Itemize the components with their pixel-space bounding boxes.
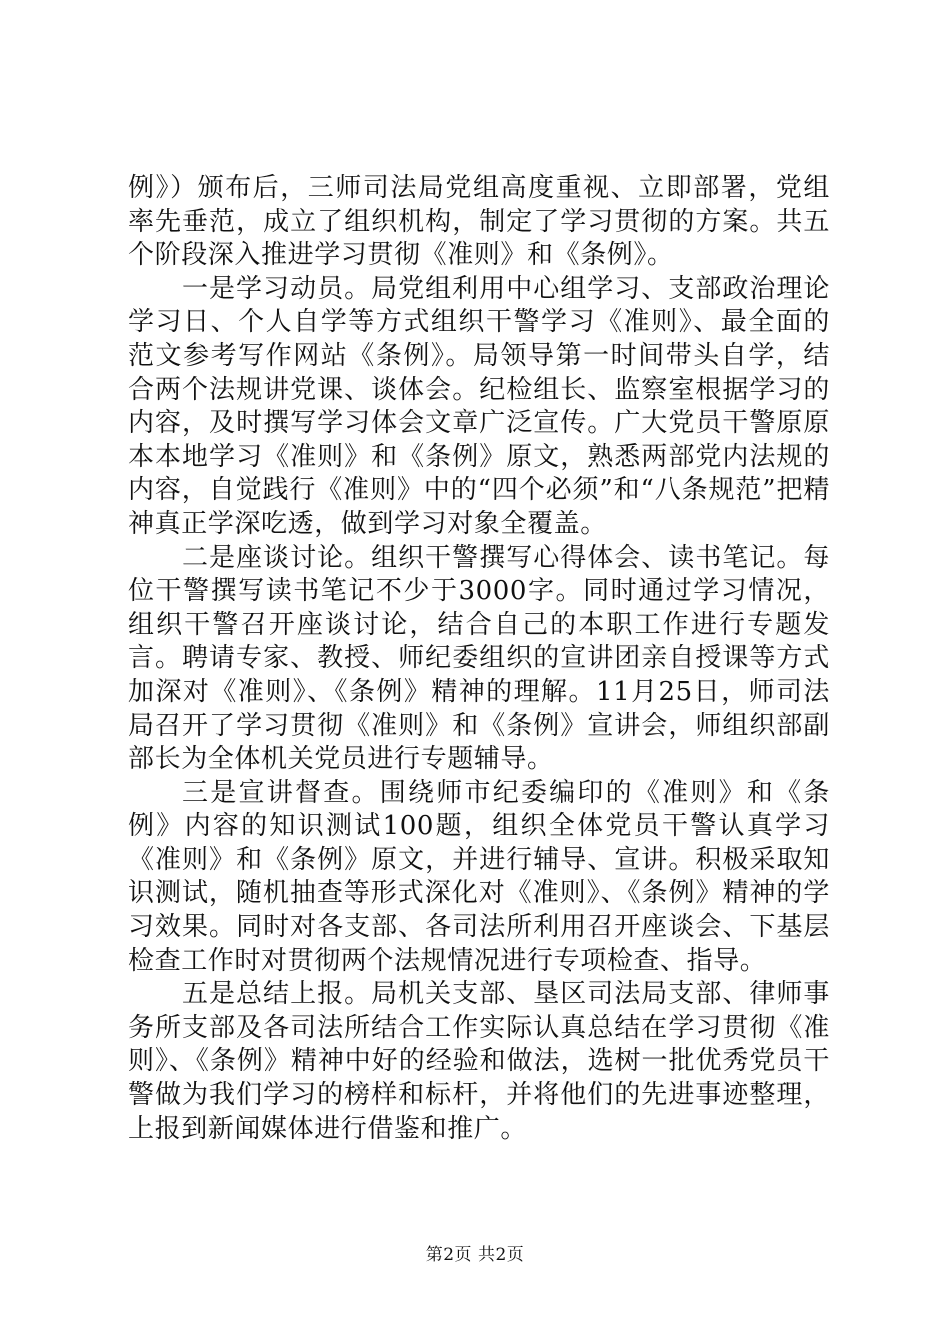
paragraph-learning-mobilization: 一是学习动员。局党组利用中心组学习、支部政治理论学习日、个人自学等方式组织干警学习《准则》、最全面的范文参考写作网站《条例》。局领导第一时间带头自学，结合两个法规讲党课、谈体会。纪检组长、监察室根据学习的内容，及时撰写学习体会文章广泛宣传。广大党员干警原原本本地学习《准则》和《条例》原文，熟悉两部党内法规的内容，自觉践行《准则》中的“四个必须”和“八条规范”把精神真正学深吃透，做到学习对象全覆盖。 xyxy=(128,273,830,539)
paragraph-summary-report: 五是总结上报。局机关支部、垦区司法局支部、律师事务所支部及各司法所结合工作实际认真总结在学习贯彻《准则》、《条例》精神中好的经验和做法，选树一批优秀党员干警做为我们学习的榜样和标杆，并将他们的先进事迹整理，上报到新闻媒体进行借鉴和推广。 xyxy=(128,979,830,1144)
paragraph-continuation: 例》）颁布后，三师司法局党组高度重视、立即部署，党组率先垂范，成立了组织机构，制定了学习贯彻的方案。共五个阶段深入推进学习贯彻《准则》和《条例》。 xyxy=(128,173,830,271)
paragraph-seminar-discussion: 二是座谈讨论。组织干警撰写心得体会、读书笔记。每位干警撰写读书笔记不少于3000字。同时通过学习情况，组织干警召开座谈讨论，结合自己的本职工作进行专题发言。聘请专家、教授、师纪委组织的宣讲团亲自授课等方式加深对《准则》、《条例》精神的理解。11月25日，师司法局召开了学习贯彻《准则》和《条例》宣讲会，师组织部副部长为全体机关党员进行专题辅导。 xyxy=(128,542,830,775)
document-body xyxy=(128,172,830,1146)
page-number-footer: 第2页 共2页 xyxy=(425,1245,525,1265)
paragraph-lecture-inspection: 三是宣讲督查。围绕师市纪委编印的《准则》和《条例》内容的知识测试100题，组织全体党员干警认真学习《准则》和《条例》原文，并进行辅导、宣讲。积极采取知识测试，随机抽查等形式深化对《准则》、《条例》精神的学习效果。同时对各支部、各司法所利用召开座谈会、下基层检查工作时对贯彻两个法规情况进行专项检查、指导。 xyxy=(128,777,830,976)
